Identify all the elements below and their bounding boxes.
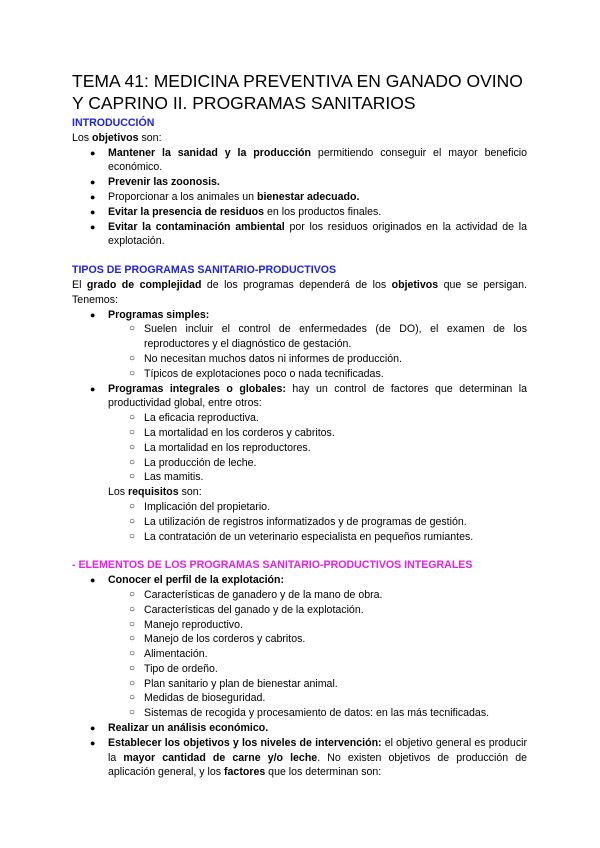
- integrales-sublist: [108, 411, 527, 485]
- tipos-list: [72, 308, 527, 486]
- document-body: [72, 116, 527, 780]
- sublist-item: ○ Suelen incluir el control de enfermedades (de DO), el examen de los reproductores y el diagnóstico de gestación.: [129, 323, 527, 351]
- simples-sublist: [108, 322, 527, 381]
- list-item: ● Evitar la contaminación ambiental por los residuos originados en la actividad de la explotación.: [90, 220, 527, 248]
- circle-bullet-icon: ○: [129, 588, 136, 600]
- elementos-list: [72, 573, 527, 780]
- bullet-icon: ●: [90, 575, 96, 586]
- bullet-icon: ●: [90, 383, 96, 394]
- sublist-item: ○ Manejo reproductivo.: [129, 618, 243, 631]
- list-item: ● Establecer los objetivos y los niveles de intervención: el objetivo general es producir la mayor cantidad de carne y/o leche. No existen objetivos de producción de aplicación general, y los factores que los determinan son:: [90, 736, 527, 779]
- circle-bullet-icon: ○: [129, 352, 136, 364]
- sublist-item: ○ Alimentación.: [129, 648, 208, 661]
- intro-lead: Los objetivos son:: [72, 131, 162, 144]
- requisitos-sublist: [72, 500, 527, 544]
- sublist-item: ○ Medidas de bioseguridad.: [129, 692, 266, 705]
- section-heading-introduccion: INTRODUCCIÓN: [72, 117, 155, 129]
- sublist-item: ○ La producción de leche.: [129, 456, 257, 469]
- bullet-icon: ●: [90, 221, 96, 232]
- section-heading-tipos: TIPOS DE PROGRAMAS SANITARIO-PRODUCTIVOS: [72, 264, 337, 277]
- sublist-item: ○ Las mamitis.: [129, 471, 204, 484]
- sublist-item: ○ Manejo de los corderos y cabritos.: [129, 633, 306, 646]
- bullet-icon: ●: [90, 723, 96, 734]
- bullet-icon: ●: [90, 191, 96, 202]
- sublist-item: ○ La contratación de un veterinario especialista en pequeños rumiantes.: [129, 530, 474, 543]
- circle-bullet-icon: ○: [129, 633, 136, 645]
- circle-bullet-icon: ○: [129, 618, 136, 630]
- list-item: ● Prevenir las zoonosis.: [90, 176, 220, 189]
- circle-bullet-icon: ○: [129, 530, 136, 542]
- sublist-item: ○ Características de ganadero y de la mano de obra.: [129, 588, 383, 601]
- circle-bullet-icon: ○: [129, 426, 136, 438]
- circle-bullet-icon: ○: [129, 367, 136, 379]
- list-item: ● Mantener la sanidad y la producción permitiendo conseguir el mayor beneficio económico.: [90, 146, 527, 174]
- requisitos-lead: Los requisitos son:: [108, 486, 202, 499]
- list-item: ● Programas simples: ○ Suelen incluir el control de enfermedades (de DO), el examen de los reproductores y el diagnóstico de gestación. ○ No necesitan muchos datos ni informes de producción. ○ Típicos de explotaciones poco o nada tecnificadas.: [90, 308, 527, 380]
- bullet-icon: ●: [90, 206, 96, 217]
- list-item: ● Evitar la presencia de residuos en los productos finales.: [90, 205, 382, 218]
- sublist-item: ○ Implicación del propietario.: [129, 500, 271, 513]
- sublist-item: ○ No necesitan muchos datos ni informes de producción.: [129, 352, 402, 365]
- list-item: ● Proporcionar a los animales un bienestar adecuado.: [90, 190, 360, 203]
- section-heading-elementos: - ELEMENTOS DE LOS PROGRAMAS SANITARIO-PRODUCTIVOS INTEGRALES: [72, 559, 473, 572]
- list-item: ● Realizar un análisis económico.: [90, 722, 269, 735]
- page-title: TEMA 41: MEDICINA PREVENTIVA EN GANADO OVINO Y CAPRINO II. PROGRAMAS SANITARIOS: [72, 71, 523, 113]
- circle-bullet-icon: ○: [129, 692, 136, 704]
- circle-bullet-icon: ○: [129, 707, 136, 719]
- sublist-item: ○ La utilización de registros informatizados y de programas de gestión.: [129, 515, 467, 528]
- circle-bullet-icon: ○: [129, 323, 136, 335]
- circle-bullet-icon: ○: [129, 456, 136, 468]
- list-item: ● Programas integrales o globales: hay un control de factores que determinan la productividad global, entre otros: ○ La eficacia reproductiva. ○ La mortalidad en los corderos y cabritos. ○ La mortalidad en los reproductores. ○ La producción de leche. ○ Las mamitis.: [90, 382, 527, 484]
- circle-bullet-icon: ○: [129, 441, 136, 453]
- circle-bullet-icon: ○: [129, 412, 136, 424]
- sublist-item: ○ Características del ganado y de la explotación.: [129, 603, 364, 616]
- circle-bullet-icon: ○: [129, 500, 136, 512]
- sublist-item: ○ Tipo de ordeño.: [129, 662, 218, 675]
- circle-bullet-icon: ○: [129, 677, 136, 689]
- perfil-sublist: [108, 588, 527, 721]
- sublist-item: ○ Sistemas de recogida y procesamiento de datos: en las más tecnificadas.: [129, 707, 490, 720]
- tipos-paragraph: El grado de complejidad de los programas dependerá de los objetivos que se persigan. Tenemos:: [72, 278, 527, 306]
- sublist-item: ○ La mortalidad en los reproductores.: [129, 441, 311, 454]
- intro-objectives-list: [72, 146, 527, 250]
- sublist-item: ○ Plan sanitario y plan de bienestar animal.: [129, 677, 338, 690]
- bullet-icon: ●: [90, 147, 96, 158]
- circle-bullet-icon: ○: [129, 603, 136, 615]
- circle-bullet-icon: ○: [129, 662, 136, 674]
- circle-bullet-icon: ○: [129, 648, 136, 660]
- list-item: ● Conocer el perfil de la explotación: ○ Características de ganadero y de la mano de obra. ○ Características del ganado y de la explotación. ○ Manejo reproductivo. ○ Manejo de los corderos y cabritos. ○ Alimentación. ○ Tipo de ordeño. ○ Plan sanitario y plan de bienestar animal. ○ Medidas de bioseguridad. ○ Sistemas de recogida y procesamiento de datos: en las más tecnificadas.: [72, 573, 527, 721]
- bullet-icon: ●: [90, 309, 96, 320]
- circle-bullet-icon: ○: [129, 515, 136, 527]
- sublist-item: ○ La mortalidad en los corderos y cabritos.: [129, 426, 335, 439]
- circle-bullet-icon: ○: [129, 471, 136, 483]
- bullet-icon: ●: [90, 177, 96, 188]
- bullet-icon: ●: [90, 737, 96, 748]
- sublist-item: ○ Típicos de explotaciones poco o nada tecnificadas.: [129, 367, 384, 380]
- sublist-item: ○ La eficacia reproductiva.: [129, 412, 259, 425]
